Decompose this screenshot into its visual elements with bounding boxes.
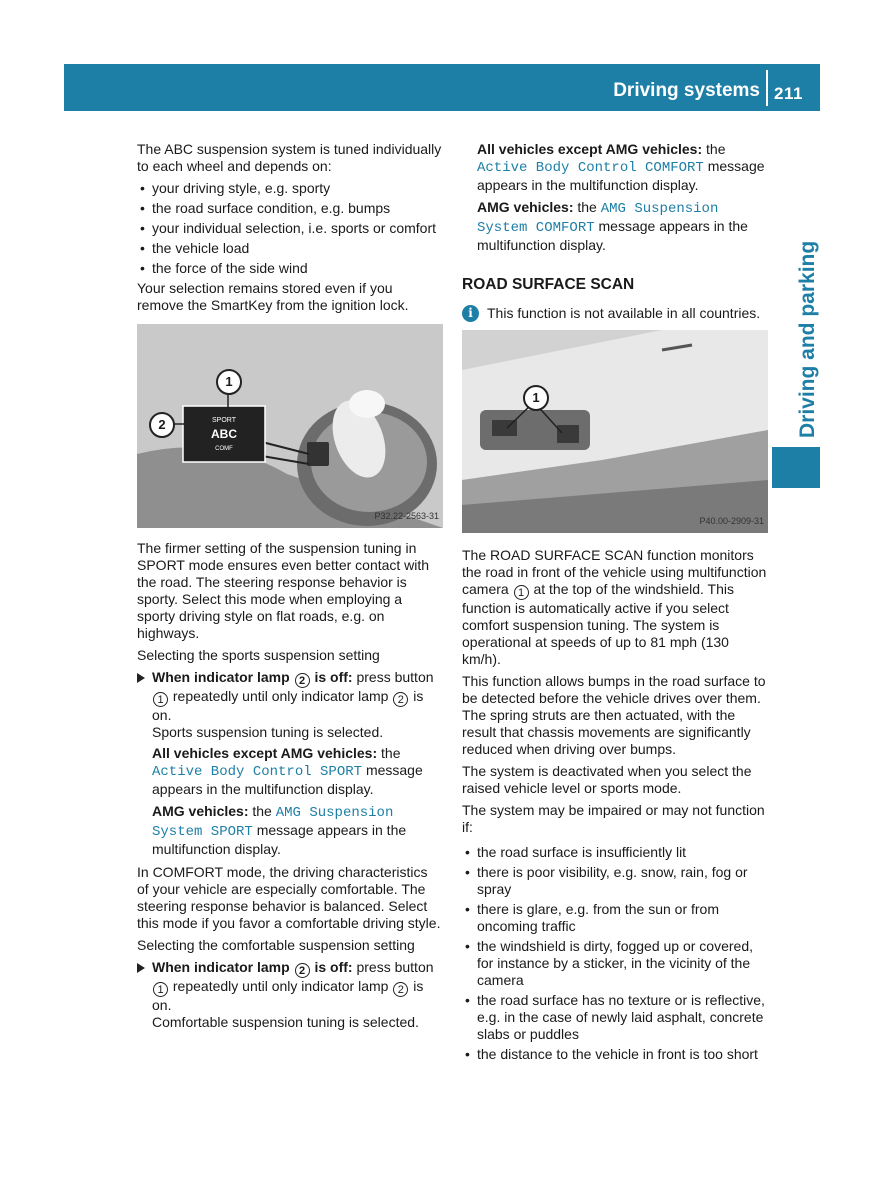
section-title: Driving systems xyxy=(613,80,760,101)
list-item: • the force of the side wind xyxy=(137,260,443,277)
camera-1-icon: 1 xyxy=(514,585,529,600)
list-item: • the windshield is dirty, fogged up or covered, for instance by a sticker, in the vicinity of the camera xyxy=(462,938,768,989)
selection-note: Your selection remains stored even if you remove the SmartKey from the ignition lock. xyxy=(137,280,409,313)
windshield-camera-image xyxy=(462,330,768,533)
windshield-illustration xyxy=(462,330,768,533)
abc-control-image xyxy=(137,324,443,528)
list-item: • there is glare, e.g. from the sun or from oncoming traffic xyxy=(462,901,768,935)
indicator-2-icon: 2 xyxy=(295,963,310,978)
side-tab-label: Driving and parking xyxy=(796,240,819,438)
step-action: press button xyxy=(356,669,434,685)
intro-paragraph: The ABC suspension system is tuned individually to each wheel and depends on: xyxy=(137,141,442,174)
step-action-end: is on. xyxy=(152,688,424,723)
step-condition-end: is off: xyxy=(314,959,353,975)
comfort-heading: Selecting the comfortable suspension setting xyxy=(137,937,415,953)
list-item: • the distance to the vehicle in front is too short xyxy=(462,1046,768,1063)
display-message: Active Body Control COMFORT xyxy=(477,160,704,176)
list-item: • the road surface has no texture or is reflective, e.g. in the case of newly laid asphalt, concrete slabs or puddles xyxy=(462,992,768,1043)
step-condition: When indicator lamp xyxy=(152,669,290,685)
display-message: Active Body Control SPORT xyxy=(152,764,363,780)
sport-heading: Selecting the sports suspension setting xyxy=(137,647,380,663)
side-tab xyxy=(772,236,820,438)
image-code: P40.00-2909-31 xyxy=(699,516,764,526)
image-code: P32.22-2563-31 xyxy=(374,511,439,521)
button-1-icon: 1 xyxy=(153,692,168,707)
info-icon: i xyxy=(462,305,479,322)
header-divider xyxy=(766,70,768,106)
step-arrow-icon xyxy=(137,673,145,683)
factor-list xyxy=(137,180,443,277)
display-message: AMG Suspension System SPORT xyxy=(152,805,394,840)
step-action-cont: repeatedly until only indicator lamp xyxy=(172,978,389,994)
left-column xyxy=(137,141,443,1036)
indicator-2-icon: 2 xyxy=(393,692,408,707)
section-heading: ROAD SURFACE SCAN xyxy=(462,276,635,293)
comfort-msg-amg: AMG vehicles: the AMG Suspension System COMFORT message appears in the multifunction display. xyxy=(477,199,748,253)
side-tab-marker xyxy=(772,447,820,488)
sport-paragraph: The firmer setting of the suspension tuning in SPORT mode ensures even better contact with the road. The steering response behavior is sporty. Select this mode when employing a sporty driving style on flat roads, e.g. on highways. xyxy=(137,540,430,641)
rss-paragraph-1: The ROAD SURFACE SCAN function monitors the road in front of the vehicle using multifunction camera 1 at the top of the windshield. This function is automatically active if you select comfort suspension tuning. The system is operational at speeds of up to 81 mph (130 km/h). xyxy=(462,547,767,667)
list-item: • your driving style, e.g. sporty xyxy=(137,180,443,197)
sport-label: SPORT xyxy=(212,417,236,424)
step-action-cont: repeatedly until only indicator lamp xyxy=(172,688,389,704)
indicator-2-icon: 2 xyxy=(393,982,408,997)
comf-label: COMF xyxy=(215,446,233,452)
callout-1: 1 xyxy=(216,369,242,395)
info-note xyxy=(462,305,768,322)
callout-2: 2 xyxy=(149,412,175,438)
comfort-step xyxy=(137,959,443,1031)
list-item: • the vehicle load xyxy=(137,240,443,257)
display-message: AMG Suspension System COMFORT xyxy=(477,201,719,236)
step-result: Comfortable suspension tuning is selected. xyxy=(152,1014,419,1030)
condition-list xyxy=(462,844,768,1063)
step-result: Sports suspension tuning is selected. xyxy=(152,724,384,740)
sport-msg-amg: AMG vehicles: the AMG Suspension System SPORT message appears in the multifunction display. xyxy=(152,803,407,857)
right-column xyxy=(462,141,768,1066)
step-condition: When indicator lamp xyxy=(152,959,290,975)
list-item: • the road surface is insufficiently lit xyxy=(462,844,768,861)
button-1-icon: 1 xyxy=(153,982,168,997)
list-item: • your individual selection, i.e. sports or comfort xyxy=(137,220,443,237)
list-item: • the road surface condition, e.g. bumps xyxy=(137,200,443,217)
sport-step xyxy=(137,669,443,858)
list-item: • there is poor visibility, e.g. snow, rain, fog or spray xyxy=(462,864,768,898)
console-illustration xyxy=(137,324,443,528)
step-action: press button xyxy=(356,959,434,975)
step-arrow-icon xyxy=(137,963,145,973)
indicator-2-icon: 2 xyxy=(295,673,310,688)
rss-paragraph-2: This function allows bumps in the road surface to be detected before the vehicle drives over them. The spring struts are then actuated, with the result that chassis movements are significantly reduced when driving over bumps. xyxy=(462,673,766,757)
step-condition-end: is off: xyxy=(314,669,353,685)
comfort-msg-all: All vehicles except AMG vehicles: the Active Body Control COMFORT message appears in the multifunction display. xyxy=(477,141,765,193)
step-action-end: is on. xyxy=(152,978,424,1013)
info-text: This function is not available in all countries. xyxy=(487,305,761,321)
callout-1: 1 xyxy=(523,385,549,411)
rss-paragraph-4: The system may be impaired or may not function if: xyxy=(462,802,765,835)
comfort-paragraph: In COMFORT mode, the driving characteristics of your vehicle are especially comfortable. The steering response behavior is balanced. Select this mode if you favor a comfortable driving style. xyxy=(137,864,441,931)
page-number: 211 xyxy=(774,84,803,103)
sport-msg-all: All vehicles except AMG vehicles: the Active Body Control SPORT message appears in the multifunction display. xyxy=(152,745,423,797)
rss-paragraph-3: The system is deactivated when you select the raised vehicle level or sports mode. xyxy=(462,763,752,796)
abc-label: ABC xyxy=(211,427,237,441)
